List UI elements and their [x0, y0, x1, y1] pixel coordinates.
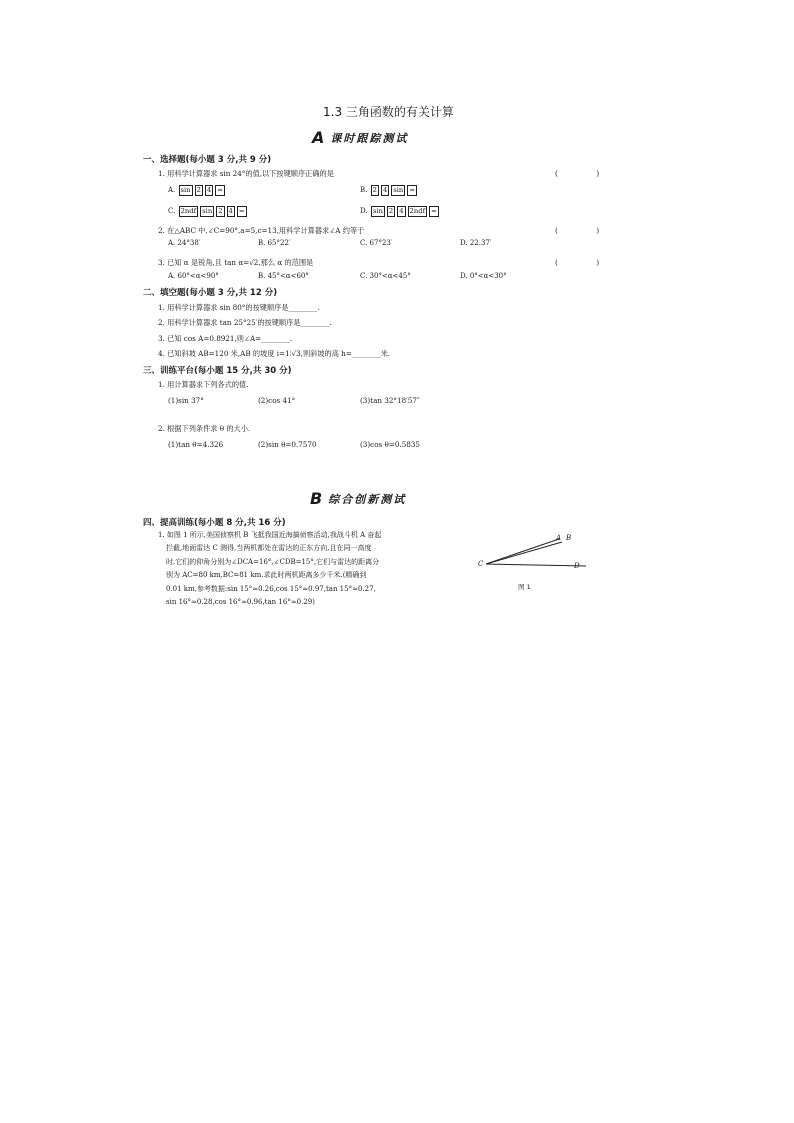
q2-3: 3. 已知 cos A=0.8921,则∠A=________. — [158, 334, 293, 343]
q4-1-line: 1. 如图 1 所示,美国侦察机 B 飞抵我国近海搞侦察活动,我战斗机 A 奋起 — [158, 531, 382, 539]
key-equals: = — [217, 186, 223, 194]
key-4: 4 — [228, 207, 233, 215]
figure-label-b: B — [566, 534, 572, 542]
key-sin: sin — [393, 186, 404, 194]
line-ca — [486, 539, 559, 564]
q3-2-stem: 2. 根据下列条件求 θ 的大小. — [158, 424, 251, 433]
key-equals: = — [238, 207, 245, 215]
q1-3-option-d: D. 0°<α<30° — [460, 272, 507, 280]
q3-2-part-3: (3)cos θ=0.5835 — [360, 440, 421, 449]
key-2: 2 — [196, 186, 201, 194]
key-equals: = — [431, 207, 437, 215]
q1-3-option-c: C. 30°<α<45° — [360, 272, 411, 280]
q1-2-option-b: B. 65°22′ — [258, 239, 291, 247]
key-equals: = — [409, 186, 416, 194]
line-cd — [486, 564, 586, 566]
banner-a-text: 课时跟踪测试 — [330, 131, 409, 145]
q3-1-part-2: (2)cos 41° — [258, 396, 296, 405]
q1-3-option-b: B. 45°<α<60° — [258, 272, 309, 280]
key-sin: sin — [372, 207, 383, 215]
page-title: 1.3 三角函数的有关计算 — [323, 105, 454, 119]
q4-1-line: sin 16°≈0.28,cos 16°≈0.96,tan 16°≈0.29) — [166, 598, 315, 607]
q1-1-stem: 1. 用科学计算器求 sin 24°的值,以下按键顺序正确的是 — [158, 169, 334, 178]
figure-label-d: D — [574, 562, 580, 570]
key-sin: sin — [202, 207, 213, 215]
q4-1-line: 时,它们的仰角分别为∠DCA=16°,∠CDB=15°,它们与雷达的距离分 — [166, 557, 380, 566]
line-cb — [486, 542, 562, 564]
q1-3-paren: ( ) — [555, 258, 618, 267]
q1-2-option-c: C. 67°23′ — [360, 239, 393, 247]
q2-1: 1. 用科学计算器求 sin 80°的按键顺序是________. — [158, 303, 320, 312]
q4-1-line: 0.01 km,参考数据:sin 15°≈0.26,cos 15°≈0.97,tan 15°≈0.27, — [166, 584, 376, 593]
banner-a — [312, 128, 408, 147]
option-label: D. — [360, 207, 368, 215]
figure-label-a: A — [556, 534, 562, 542]
key-2: 2 — [372, 186, 377, 194]
q1-2-stem: 2. 在△ABC 中,∠C=90°,a=5,c=13,用科学计算器求∠A 约等于 — [158, 226, 365, 235]
q4-1-line: 拦截,地面雷达 C 测得,当两机都处在雷达的正东方向,且在同一高度 — [166, 544, 372, 553]
section-1-header: 一、选择题(每小题 3 分,共 9 分) — [143, 155, 272, 165]
option-label: B. — [360, 186, 368, 194]
section-4-header: 四、提高训练(每小题 8 分,共 16 分) — [143, 518, 286, 528]
q1-1-option-a — [168, 185, 226, 196]
key-2ndf: 2ndf — [180, 207, 197, 215]
q1-1-option-b — [360, 185, 418, 196]
q4-1-line: 别为 AC=80 km,BC=81 km.求此时两机距离多少千米.(精确到 — [166, 571, 367, 580]
q1-2-option-d: D. 22.37′ — [460, 239, 492, 247]
q3-1-stem: 1. 用计算器求下列各式的值. — [158, 380, 249, 389]
section-3-header: 三、训练平台(每小题 15 分,共 30 分) — [143, 366, 292, 376]
q4-1-body — [158, 529, 478, 609]
q3-1-part-3: (3)tan 32°18′57″ — [360, 396, 420, 405]
key-4: 4 — [399, 207, 404, 215]
q3-2-part-1: (1)tan θ=4.326 — [168, 440, 224, 449]
banner-a-badge: A — [312, 128, 325, 147]
q1-1-option-d — [360, 206, 440, 217]
option-label: C. — [168, 207, 176, 215]
q1-2-option-a: A. 24°38′ — [168, 239, 201, 247]
q1-1-paren: ( ) — [555, 169, 618, 178]
q1-3-option-a: A. 60°<α<90° — [168, 272, 219, 280]
key-2ndf: 2ndf — [409, 207, 426, 215]
q3-1-part-1: (1)sin 37° — [168, 396, 204, 405]
q1-1-option-c — [168, 206, 248, 217]
q1-2-paren: ( ) — [555, 226, 618, 235]
q2-2: 2. 用科学计算器求 tan 25°25′的按键顺序是________. — [158, 318, 332, 327]
q1-3-stem: 3. 已知 α 是锐角,且 tan α=√2,那么 α 的范围是 — [158, 258, 314, 267]
key-sin: sin — [180, 186, 191, 194]
figure-caption: 图 1 — [518, 583, 531, 591]
figure-label-c: C — [478, 560, 484, 568]
key-4: 4 — [206, 186, 212, 194]
section-2-header: 二、填空题(每小题 3 分,共 12 分) — [143, 288, 278, 298]
q3-2-part-2: (2)sin θ=0.7570 — [258, 440, 317, 449]
key-2: 2 — [218, 207, 223, 215]
banner-b-badge: B — [310, 489, 323, 508]
q2-4: 4. 已知斜坡 AB=120 米,AB 的坡度 i=1∶√3,则斜坡的高 h=________米. — [158, 349, 391, 358]
option-label: A. — [168, 186, 176, 194]
banner-b — [310, 489, 406, 508]
banner-b-text: 综合创新测试 — [328, 492, 407, 506]
key-2: 2 — [388, 207, 394, 215]
key-4: 4 — [382, 186, 388, 194]
